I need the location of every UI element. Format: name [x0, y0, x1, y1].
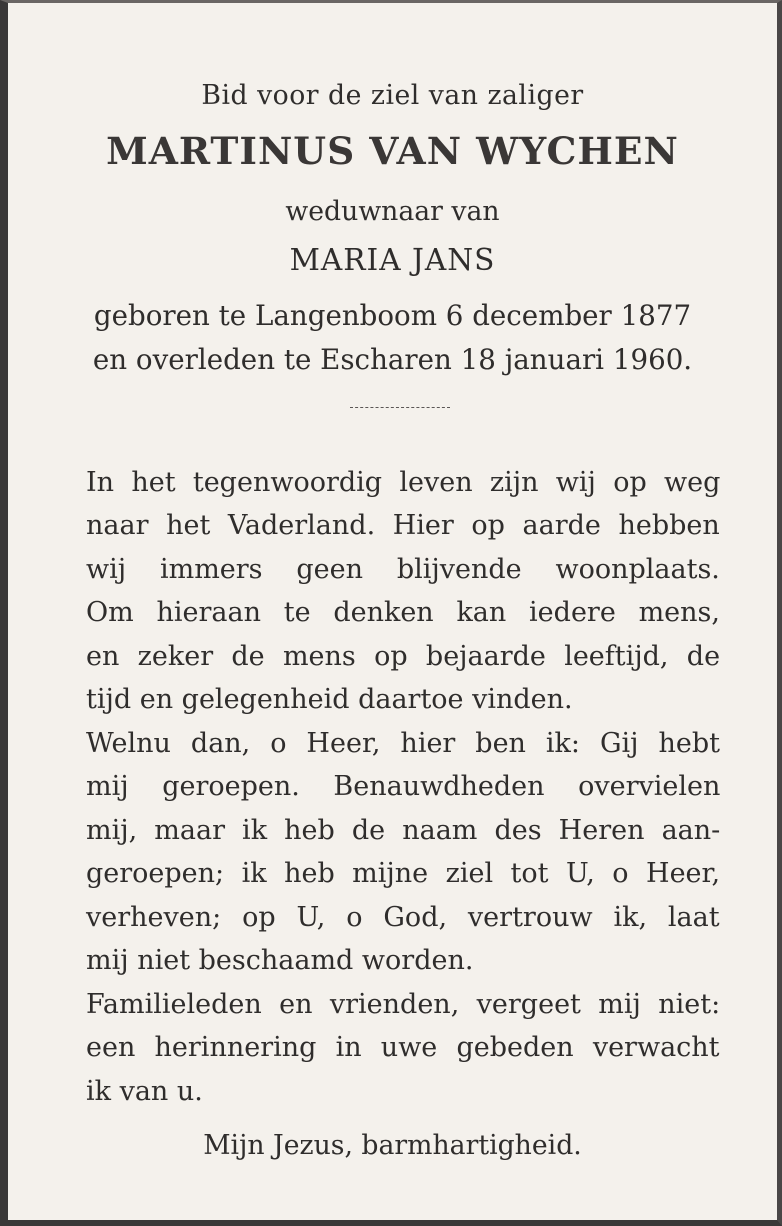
prayer-line: tijd en gelegenheid daartoe vinden. [86, 684, 573, 715]
prayer-line: mij geroepen. Benauwdheden overvielen [86, 771, 721, 802]
prayer-line: en zeker de mens op bejaarde leeftijd, de [86, 641, 721, 672]
relation-text: weduwnaar van [285, 196, 500, 227]
prayer-line: In het tegenwoordig leven zijn wij op weg [86, 467, 721, 498]
prayer-line: Om hieraan te denken kan iedere mens, [86, 597, 720, 628]
prayer-line: ik van u. [86, 1076, 203, 1107]
closing-invocation: Mijn Jezus, barmhartigheid. [203, 1130, 582, 1161]
death-line: en overleden te Escharen 18 januari 1960. [92, 343, 693, 376]
prayer-line: Welnu dan, o Heer, hier ben ik: Gij hebt [86, 728, 721, 759]
deceased-name: MARTINUS VAN WYCHEN [106, 129, 679, 173]
prayer-line: wij immers geen blijvende woonplaats. [86, 554, 720, 585]
prayer-line: geroepen; ik heb mijne ziel tot U, o Heer, [86, 858, 721, 889]
prayer-line: Familieleden en vrienden, vergeet mij niet: [86, 989, 721, 1020]
prayer-line: mij niet beschaamd worden. [86, 945, 474, 976]
intro-text: Bid voor de ziel van zaliger [201, 80, 584, 111]
prayer-line: mij, maar ik heb de naam des Heren aan- [86, 815, 721, 846]
prayer-line: naar het Vaderland. Hier op aarde hebben [86, 510, 720, 541]
spouse-name: MARIA JANS [289, 243, 496, 277]
prayer-line: verheven; op U, o God, vertrouw ik, laat [86, 902, 720, 933]
birth-line: geboren te Langenboom 6 december 1877 [93, 299, 692, 332]
prayer-line: een herinnering in uwe gebeden verwacht [86, 1032, 720, 1063]
section-divider [350, 407, 450, 408]
